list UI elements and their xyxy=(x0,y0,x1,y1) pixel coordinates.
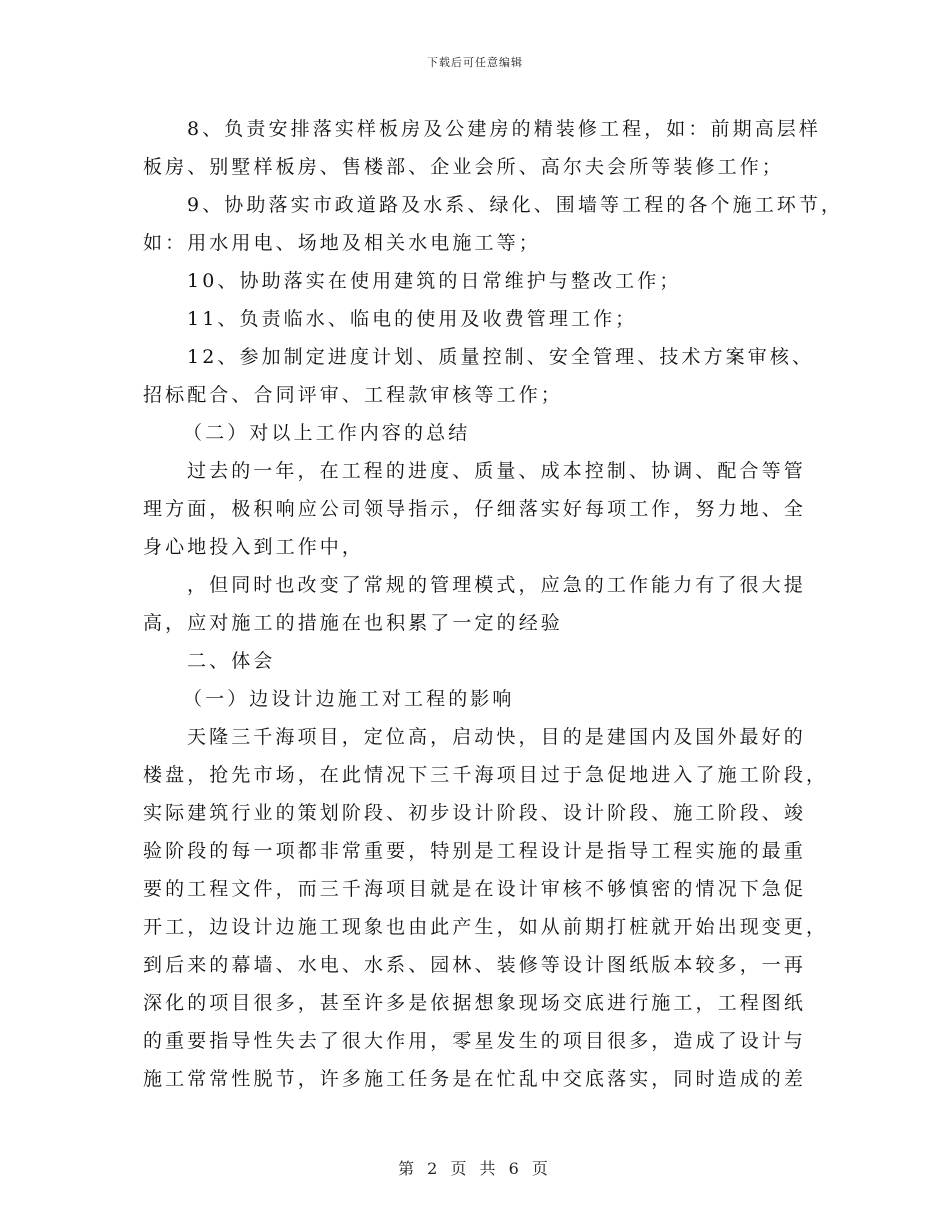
text-line: 的重要指导性失去了很大作用，零星发生的项目很多，造成了设计与 xyxy=(143,1030,807,1052)
text-line: 如：用水用电、场地及相关水电施工等； xyxy=(143,232,541,254)
text-line: 理方面，极积响应公司领导指示，仔细落实好每项工作，努力地、全 xyxy=(143,498,807,520)
text-line: 板房、别墅样板房、售楼部、企业会所、高尔夫会所等装修工作； xyxy=(143,156,784,178)
text-line: 天隆三千海项目，定位高，启动快，目的是建国内及国外最好的 xyxy=(187,726,806,748)
page-header: 下载后可任意编辑 xyxy=(427,56,523,69)
text-line: 深化的项目很多，甚至许多是依据想象现场交底进行施工，工程图纸 xyxy=(143,992,807,1014)
text-line: 到后来的幕墙、水电、水系、园林、装修等设计图纸版本较多，一再 xyxy=(143,954,807,976)
text-line: ，但同时也改变了常规的管理模式，应急的工作能力有了很大提 xyxy=(187,574,806,596)
section-heading: 二、体会 xyxy=(187,650,276,672)
text-line: 验阶段的每一项都非常重要，特别是工程设计是指导工程实施的最重 xyxy=(143,840,807,862)
text-line: 要的工程文件，而三千海项目就是在设计审核不够慎密的情况下急促 xyxy=(143,878,807,900)
text-line: 实际建筑行业的策划阶段、初步设计阶段、设计阶段、施工阶段、竣 xyxy=(143,802,807,824)
text-line: 9、协助落实市政道路及水系、绿化、围墙等工程的各个施工环节， xyxy=(187,194,844,216)
text-line: 12、参加制定进度计划、质量控制、安全管理、技术方案审核、 xyxy=(187,346,815,368)
text-line: 10、协助落实在使用建筑的日常维护与整改工作； xyxy=(187,270,682,292)
text-line: 招标配合、合同评审、工程款审核等工作； xyxy=(143,384,563,406)
section-heading: （一）边设计边施工对工程的影响 xyxy=(183,688,515,710)
text-line: 施工常常性脱节，许多施工任务是在忙乱中交底落实，同时造成的差 xyxy=(143,1068,807,1090)
text-line: 8、负责安排落实样板房及公建房的精装修工程，如：前期高层样 xyxy=(187,118,821,140)
document-body xyxy=(143,110,844,1098)
text-line: 身心地投入到工作中， xyxy=(143,536,365,558)
section-heading: （二）对以上工作内容的总结 xyxy=(183,422,471,444)
page-number: 第 2 页 共 6 页 xyxy=(398,1159,552,1178)
text-line: 过去的一年，在工程的进度、质量、成本控制、协调、配合等管 xyxy=(187,460,806,482)
text-line: 开工，边设计边施工现象也由此产生，如从前期打桩就开始出现变更， xyxy=(143,916,829,938)
text-line: 11、负责临水、临电的使用及收费管理工作； xyxy=(187,308,638,330)
text-line: 楼盘，抢先市场，在此情况下三千海项目过于急促地进入了施工阶段， xyxy=(143,764,829,786)
text-line: 高，应对施工的措施在也积累了一定的经验 xyxy=(143,612,563,634)
